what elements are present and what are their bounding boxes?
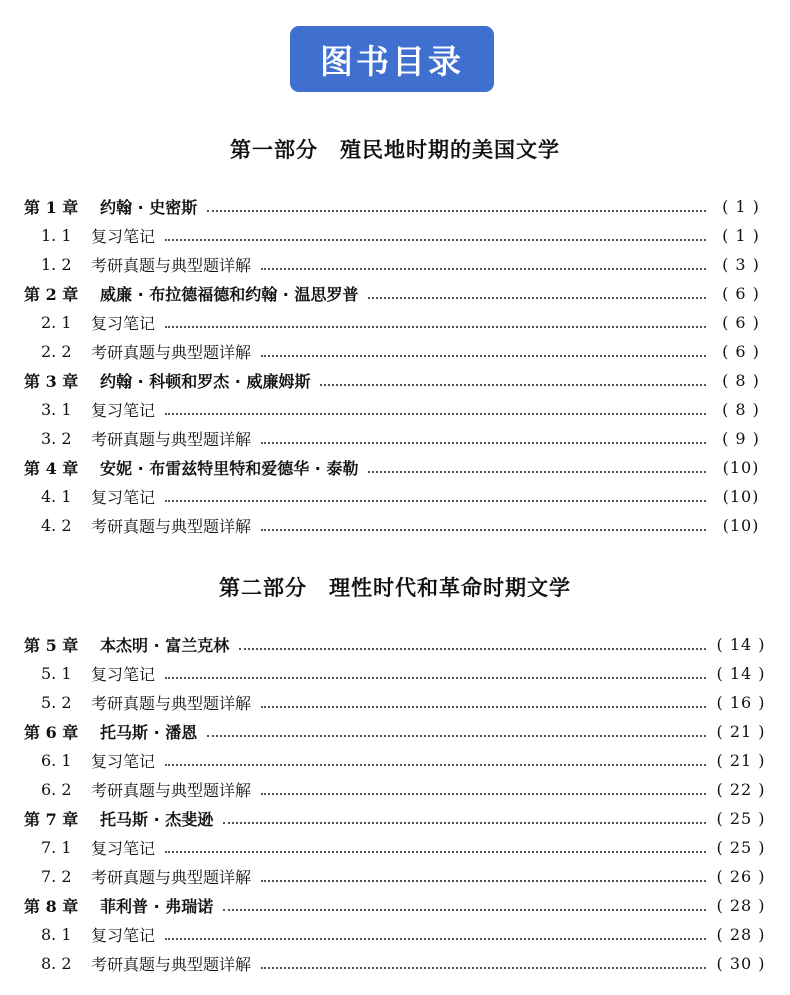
toc-chapter-row[interactable] [24, 366, 766, 395]
part-2-title: 第二部分 理性时代和革命时期文学 [219, 575, 571, 600]
toc-page-number: ( 6 ) [722, 313, 760, 332]
dot-leader [165, 413, 706, 415]
toc-entry-number: 1. 1 [41, 226, 72, 245]
toc-page-number: ( 3 ) [722, 255, 760, 274]
toc-section-row[interactable] [24, 337, 766, 366]
toc-entry-number: 4. 1 [41, 487, 72, 506]
dot-leader [261, 355, 706, 357]
toc-page-number: ( 21 ) [716, 722, 766, 741]
toc-section-row[interactable] [24, 482, 766, 511]
toc-entry-title: 复习笔记 [91, 752, 156, 771]
dot-leader [261, 880, 706, 882]
toc-entry-title: 本杰明 · 富兰克林 [100, 636, 230, 655]
toc-entry-title: 约翰 · 科顿和罗杰 · 威廉姆斯 [100, 372, 311, 391]
dot-leader [165, 938, 706, 940]
toc-entry-title: 复习笔记 [91, 401, 156, 420]
toc-entry-number: 7. 1 [41, 838, 72, 857]
toc-section-row[interactable] [24, 424, 766, 453]
toc-entry-number: 8. 1 [41, 925, 72, 944]
toc-chapter-row[interactable] [24, 453, 766, 482]
toc-page-number: (10) [722, 487, 760, 506]
toc-entry-number: 第 5 章 [24, 636, 79, 655]
toc-entry-number: 第 2 章 [24, 285, 79, 304]
dot-leader [165, 500, 706, 502]
toc-entry-number: 1. 2 [41, 255, 72, 274]
toc-page-number: ( 28 ) [716, 896, 766, 915]
toc-chapter-row[interactable] [24, 804, 766, 833]
toc-page-number: ( 30 ) [716, 954, 766, 973]
toc-entry-title: 考研真题与典型题详解 [91, 781, 252, 800]
toc-page-number: ( 1 ) [722, 226, 760, 245]
toc-section-row[interactable] [24, 746, 766, 775]
toc-page-number: ( 8 ) [722, 400, 760, 419]
dot-leader [165, 677, 706, 679]
toc-section-row[interactable] [24, 949, 766, 978]
toc-section-row[interactable] [24, 920, 766, 949]
toc-page-number: ( 16 ) [716, 693, 766, 712]
toc-entry-title: 复习笔记 [91, 227, 156, 246]
toc-entry-number: 第 8 章 [24, 897, 79, 916]
dot-leader [261, 793, 706, 795]
dot-leader [261, 529, 706, 531]
toc-page-number: ( 14 ) [716, 635, 766, 654]
dot-leader [261, 706, 706, 708]
part-1-toc [24, 192, 766, 540]
toc-entry-number: 5. 2 [41, 693, 72, 712]
dot-leader [223, 822, 706, 824]
toc-page-number: ( 22 ) [716, 780, 766, 799]
toc-section-row[interactable] [24, 308, 766, 337]
toc-entry-title: 考研真题与典型题详解 [91, 517, 252, 536]
toc-section-row[interactable] [24, 221, 766, 250]
toc-page-number: ( 1 ) [722, 197, 760, 216]
toc-entry-title: 考研真题与典型题详解 [91, 256, 252, 275]
toc-section-row[interactable] [24, 250, 766, 279]
dot-leader [261, 967, 706, 969]
toc-entry-title: 考研真题与典型题详解 [91, 343, 252, 362]
toc-chapter-row[interactable] [24, 891, 766, 920]
toc-page-number: ( 28 ) [716, 925, 766, 944]
toc-entry-number: 7. 2 [41, 867, 72, 886]
toc-section-row[interactable] [24, 862, 766, 891]
toc-section-row[interactable] [24, 688, 766, 717]
toc-entry-number: 第 7 章 [24, 810, 79, 829]
toc-entry-title: 考研真题与典型题详解 [91, 694, 252, 713]
toc-page-number: ( 25 ) [716, 809, 766, 828]
dot-leader [320, 384, 706, 386]
toc-section-row[interactable] [24, 833, 766, 862]
toc-entry-number: 6. 2 [41, 780, 72, 799]
toc-entry-title: 托马斯 · 杰斐逊 [100, 810, 214, 829]
toc-entry-number: 2. 1 [41, 313, 72, 332]
toc-page-number: ( 14 ) [716, 664, 766, 683]
toc-section-row[interactable] [24, 775, 766, 804]
toc-entry-number: 3. 1 [41, 400, 72, 419]
toc-page-number: ( 25 ) [716, 838, 766, 857]
toc-chapter-row[interactable] [24, 717, 766, 746]
toc-entry-number: 6. 1 [41, 751, 72, 770]
toc-page-number: ( 26 ) [716, 867, 766, 886]
dot-leader [207, 735, 706, 737]
toc-page-number: ( 6 ) [722, 342, 760, 361]
toc-entry-title: 托马斯 · 潘恩 [100, 723, 198, 742]
part-1-title: 第一部分 殖民地时期的美国文学 [230, 137, 560, 162]
toc-page-number: ( 6 ) [722, 284, 760, 303]
toc-header-badge [290, 26, 494, 92]
toc-chapter-row[interactable] [24, 279, 766, 308]
toc-entry-title: 考研真题与典型题详解 [91, 955, 252, 974]
dot-leader [223, 909, 706, 911]
toc-entry-title: 考研真题与典型题详解 [91, 430, 252, 449]
dot-leader [165, 851, 706, 853]
toc-entry-number: 第 3 章 [24, 372, 79, 391]
toc-header-label: 图书目录 [320, 41, 464, 81]
toc-entry-title: 威廉 · 布拉德福德和约翰 · 温思罗普 [100, 285, 359, 304]
toc-section-row[interactable] [24, 659, 766, 688]
toc-entry-title: 考研真题与典型题详解 [91, 868, 252, 887]
dot-leader [165, 239, 706, 241]
toc-entry-title: 复习笔记 [91, 665, 156, 684]
toc-section-row[interactable] [24, 511, 766, 540]
toc-entry-number: 4. 2 [41, 516, 72, 535]
toc-page-number: (10) [722, 516, 760, 535]
toc-entry-number: 3. 2 [41, 429, 72, 448]
dot-leader [368, 297, 706, 299]
dot-leader [239, 648, 706, 650]
part-2-toc [24, 630, 766, 978]
toc-entry-number: 第 1 章 [24, 198, 79, 217]
toc-entry-title: 复习笔记 [91, 314, 156, 333]
toc-chapter-row[interactable] [24, 630, 766, 659]
toc-chapter-row[interactable] [24, 192, 766, 221]
toc-page-number: ( 21 ) [716, 751, 766, 770]
toc-entry-title: 安妮 · 布雷兹特里特和爱德华 · 泰勒 [100, 459, 359, 478]
toc-entry-title: 菲利普 · 弗瑞诺 [100, 897, 214, 916]
toc-entry-number: 2. 2 [41, 342, 72, 361]
toc-section-row[interactable] [24, 395, 766, 424]
dot-leader [261, 442, 706, 444]
toc-page-number: ( 8 ) [722, 371, 760, 390]
toc-page-number: (10) [722, 458, 760, 477]
toc-entry-number: 8. 2 [41, 954, 72, 973]
dot-leader [165, 764, 706, 766]
toc-page-number: ( 9 ) [722, 429, 760, 448]
toc-entry-title: 复习笔记 [91, 839, 156, 858]
toc-entry-title: 约翰 · 史密斯 [100, 198, 198, 217]
dot-leader [207, 210, 706, 212]
toc-entry-title: 复习笔记 [91, 926, 156, 945]
toc-entry-title: 复习笔记 [91, 488, 156, 507]
dot-leader [261, 268, 706, 270]
dot-leader [368, 471, 706, 473]
toc-entry-number: 第 6 章 [24, 723, 79, 742]
toc-entry-number: 5. 1 [41, 664, 72, 683]
toc-entry-number: 第 4 章 [24, 459, 79, 478]
dot-leader [165, 326, 706, 328]
